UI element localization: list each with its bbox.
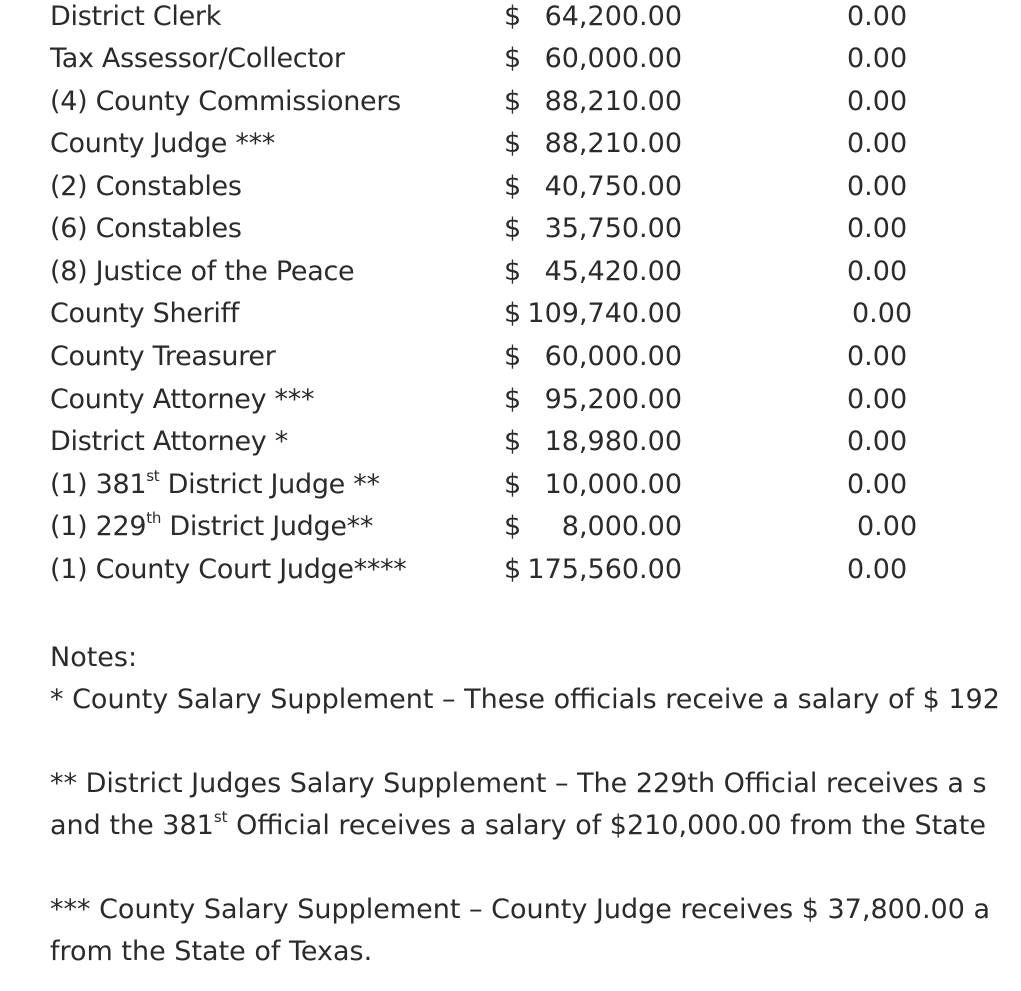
supplement-amount: 0.00: [847, 469, 908, 500]
note-text: Official receives a salary of $210,000.00 from the State: [227, 810, 986, 841]
official-title: County Judge ***: [50, 128, 275, 159]
salary-row-county-treasurer: [0, 336, 1021, 378]
official-title: District Attorney *: [50, 426, 288, 457]
supplement-amount: 0.00: [847, 171, 908, 202]
salary-amount: 18,980.00: [544, 426, 682, 457]
note-text: and the 381: [50, 810, 214, 841]
salary-row-justice-of-peace: [0, 251, 1021, 293]
supplement-amount: 0.00: [852, 298, 913, 329]
salary-amount: 175,560.00: [527, 554, 682, 585]
official-title: (6) Constables: [50, 213, 242, 244]
salary-row-381st-district-judge: [0, 464, 1021, 506]
dollar-sign: $: [504, 256, 522, 287]
dollar-sign: $: [504, 213, 522, 244]
supplement-amount: 0.00: [847, 128, 908, 159]
dollar-sign: $: [504, 384, 522, 415]
official-title: (2) Constables: [50, 171, 242, 202]
supplement-amount: 0.00: [847, 256, 908, 287]
salary-row-district-attorney: [0, 421, 1021, 463]
dollar-sign: $: [504, 1, 522, 32]
ordinal-suffix: th: [146, 509, 162, 527]
official-title: (1) County Court Judge****: [50, 554, 407, 585]
salary-amount: 45,420.00: [544, 256, 682, 287]
supplement-amount: 0.00: [847, 341, 908, 372]
note-county-judge-line1: *** County Salary Supplement – County Judge receives $ 37,800.00 a: [50, 894, 991, 925]
notes-section: [50, 637, 1021, 973]
salary-amount: 109,740.00: [527, 298, 682, 329]
title-suffix: District Judge **: [159, 469, 380, 500]
salary-amount: 60,000.00: [544, 43, 682, 74]
salary-row-county-sheriff: [0, 293, 1021, 335]
ordinal-suffix: st: [146, 467, 160, 485]
salary-row-constables-6: [0, 208, 1021, 250]
notes-heading: Notes:: [50, 642, 138, 673]
dollar-sign: $: [504, 171, 522, 202]
salary-amount: 95,200.00: [544, 384, 682, 415]
note-county-judge-line2: from the State of Texas.: [50, 936, 373, 967]
supplement-amount: 0.00: [847, 1, 908, 32]
official-title: [50, 464, 380, 506]
supplement-amount: 0.00: [847, 554, 908, 585]
salary-row-county-judge: [0, 123, 1021, 165]
dollar-sign: $: [504, 426, 522, 457]
official-title: (4) County Commissioners: [50, 86, 401, 117]
official-title: [50, 506, 373, 548]
salary-amount: 64,200.00: [544, 1, 682, 32]
official-title: County Sheriff: [50, 298, 240, 329]
note-district-judges-line2: [50, 805, 1021, 847]
title-prefix: (1) 381: [50, 469, 147, 500]
salary-amount: 40,750.00: [544, 171, 682, 202]
dollar-sign: $: [504, 554, 522, 585]
official-title: County Treasurer: [50, 341, 276, 372]
note-county-salary-supplement: * County Salary Supplement – These officials receive a salary of $ 192: [50, 684, 1000, 715]
dollar-sign: $: [504, 511, 522, 542]
title-prefix: (1) 229: [50, 511, 147, 542]
supplement-amount: 0.00: [847, 213, 908, 244]
salary-row-county-court-judge: [0, 549, 1021, 591]
ordinal-suffix: st: [213, 808, 228, 826]
salary-row-tax-assessor: [0, 38, 1021, 80]
salary-amount: 35,750.00: [544, 213, 682, 244]
salary-amount: 60,000.00: [544, 341, 682, 372]
salary-amount: 88,210.00: [544, 128, 682, 159]
salary-row-district-clerk: [0, 0, 1021, 38]
dollar-sign: $: [504, 341, 522, 372]
salary-amount: 88,210.00: [544, 86, 682, 117]
supplement-amount: 0.00: [847, 426, 908, 457]
dollar-sign: $: [504, 298, 522, 329]
official-title: County Attorney ***: [50, 384, 315, 415]
supplement-amount: 0.00: [847, 43, 908, 74]
dollar-sign: $: [504, 86, 522, 117]
dollar-sign: $: [504, 469, 522, 500]
supplement-amount: 0.00: [857, 511, 918, 542]
dollar-sign: $: [504, 128, 522, 159]
salary-row-county-attorney: [0, 379, 1021, 421]
title-suffix: District Judge**: [161, 511, 374, 542]
official-title: Tax Assessor/Collector: [50, 43, 345, 74]
salary-row-constables-2: [0, 166, 1021, 208]
official-title: (8) Justice of the Peace: [50, 256, 355, 287]
salary-amount: 8,000.00: [561, 511, 682, 542]
dollar-sign: $: [504, 43, 522, 74]
note-district-judges-line1: ** District Judges Salary Supplement – The 229th Official receives a s: [50, 768, 987, 799]
salary-row-229th-district-judge: [0, 506, 1021, 548]
salary-row-county-commissioners: [0, 81, 1021, 123]
supplement-amount: 0.00: [847, 86, 908, 117]
official-title: District Clerk: [50, 1, 222, 32]
salary-amount: 10,000.00: [544, 469, 682, 500]
supplement-amount: 0.00: [847, 384, 908, 415]
